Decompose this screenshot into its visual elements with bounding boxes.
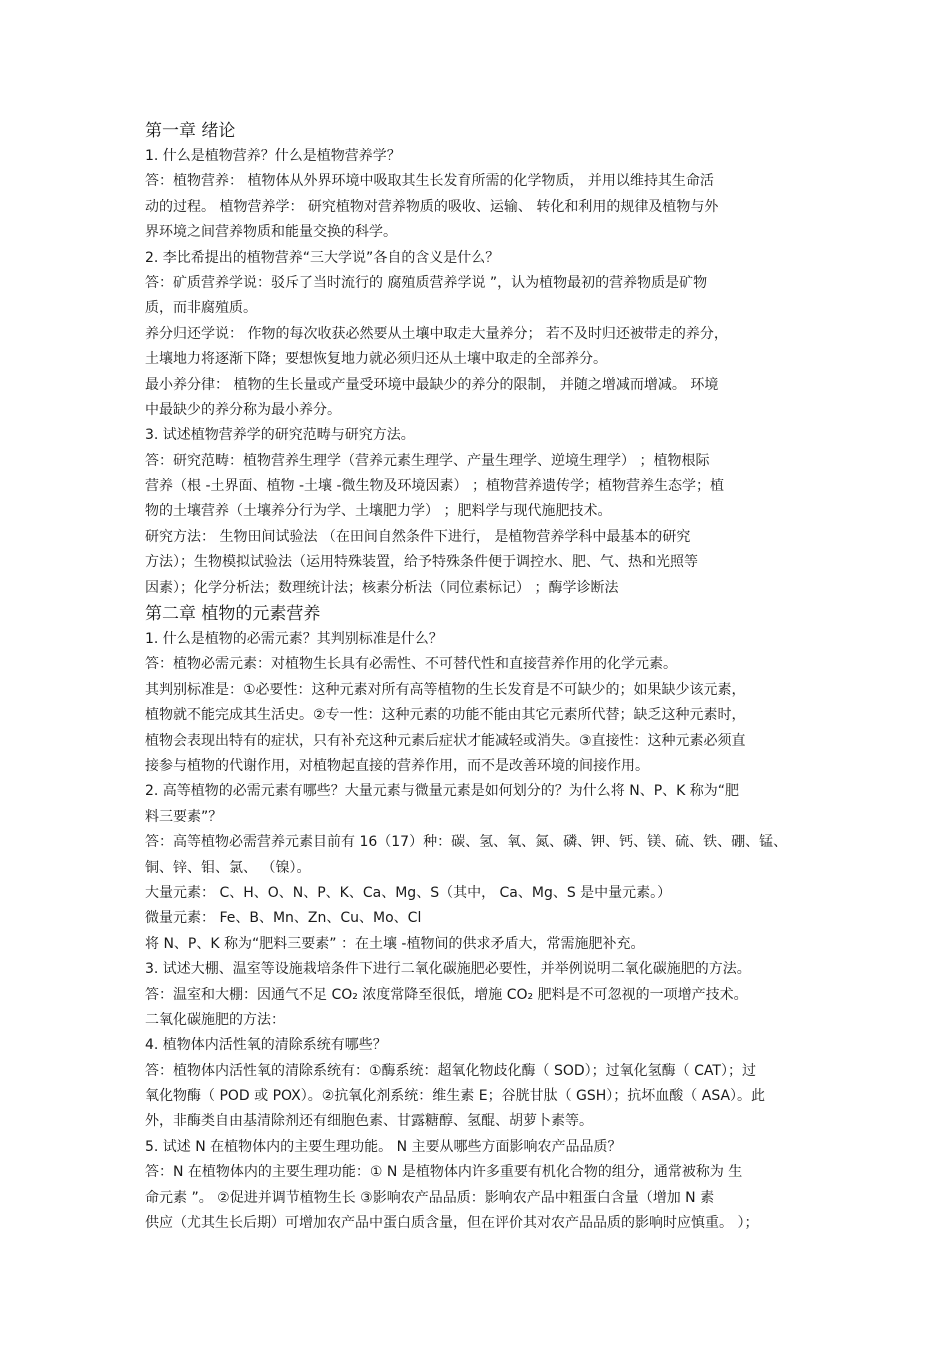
answer-line: 中最缺少的养分称为最小养分。 [145, 401, 341, 418]
answer-line: 土壤地力将逐渐下降；要想恢复地力就必须归还从土壤中取走的全部养分。 [145, 351, 607, 368]
answer-line: 植物就不能完成其生活史。②专一性：这种元素的功能不能由其它元素所代替；缺乏这种元素时， [145, 707, 746, 724]
answer-line: 命元素 ”。 ②促进并调节植物生长 ③影响农产品品质：影响农产品中粗蛋白含量（增加 N 素 [145, 1189, 715, 1206]
answer-line: 最小养分律： 植物的生长量或产量受环境中最缺少的养分的限制， 并随之增减而增减。 环境 [145, 376, 719, 393]
answer-line: 方法）；生物模拟试验法（运用特殊装置，给予特殊条件便于调控水、肥、气、热和光照等 [145, 554, 698, 571]
answer-line: 答：N 在植物体内的主要生理功能：① N 是植物体内许多重要有机化合物的组分，通常被称为 生 [145, 1164, 743, 1181]
answer-line: 答：植物体内活性氧的清除系统有：①酶系统：超氧化物歧化酶（ SOD）；过氧化氢酶（ CAT）；过 [145, 1062, 756, 1079]
document-body [145, 118, 865, 1236]
answer-line: 答：研究范畴：植物营养生理学（营养元素生理学、产量生理学、逆境生理学） ；植物根际 [145, 452, 710, 469]
question-line: 1. 什么是植物营养？什么是植物营养学？ [145, 148, 401, 164]
answer-line: 答：温室和大棚：因通气不足 CO₂ 浓度常降至很低，增施 CO₂ 肥料是不可忽视的一项增产技术。 [145, 986, 748, 1003]
answer-line: 料三要素”？ [145, 808, 223, 825]
answer-line: 其判别标准是：①必要性：这种元素对所有高等植物的生长发育是不可缺少的；如果缺少该元素， [145, 681, 746, 698]
answer-line: 研究方法： 生物田间试验法 （在田间自然条件下进行， 是植物营养学科中最基本的研究 [145, 528, 691, 545]
answer-line: 答：植物营养： 植物体从外界环境中吸取其生长发育所需的化学物质， 并用以维持其生命活 [145, 173, 714, 190]
answer-line: 质，而非腐殖质。 [145, 300, 257, 317]
answer-line: 外，非酶类自由基清除剂还有细胞色素、甘露糖醇、氢醌、胡萝卜素等。 [145, 1113, 593, 1130]
answer-line: 植物会表现出特有的症状，只有补充这种元素后症状才能减轻或消失。③直接性：这种元素必须直 [145, 732, 746, 749]
answer-line: 答：植物必需元素：对植物生长具有必需性、不可替代性和直接营养作用的化学元素。 [145, 656, 677, 673]
answer-line: 供应（尤其生长后期）可增加农产品中蛋白质含量，但在评价其对农产品品质的影响时应慎重。 ）； [145, 1215, 759, 1232]
chapter-heading: 第二章 植物的元素营养 [145, 604, 321, 625]
answer-line: 答：高等植物必需营养元素目前有 16（17）种：碳、氢、氧、氮、磷、钾、钙、镁、硫、铁、硼、锰、 [145, 834, 788, 851]
answer-line: 大量元素： C、H、O、N、P、K、Ca、Mg、S（其中， Ca、Mg、S 是中量元素。） [145, 884, 672, 901]
question-line: 2. 李比希提出的植物营养“三大学说”各自的含义是什么？ [145, 249, 500, 266]
answer-line: 因素）；化学分析法；数理统计法；核素分析法（同位素标记） ；酶学诊断法 [145, 579, 619, 596]
answer-line: 微量元素： Fe、B、Mn、Zn、Cu、Mo、Cl [145, 910, 422, 927]
chapter-heading: 第一章 绪论 [145, 121, 236, 141]
answer-line: 将 N、P、K 称为“肥料三要素” ：在土壤 -植物间的供求矛盾大，常需施肥补充。 [145, 935, 645, 952]
answer-line: 动的过程。 植物营养学： 研究植物对营养物质的吸收、运输、 转化和利用的规律及植物与外 [145, 198, 719, 215]
question-line: 3. 试述大棚、温室等设施栽培条件下进行二氧化碳施肥必要性，并举例说明二氧化碳施肥的方法。 [145, 961, 751, 978]
question-line: 3. 试述植物营养学的研究范畴与研究方法。 [145, 427, 415, 444]
question-line: 2. 高等植物的必需元素有哪些？大量元素与微量元素是如何划分的？为什么将 N、P、K 称为“肥 [145, 783, 740, 800]
question-line: 4. 植物体内活性氧的清除系统有哪些？ [145, 1037, 387, 1054]
answer-line: 答：矿质营养学说：驳斥了当时流行的 腐殖质营养学说 ”，认为植物最初的营养物质是矿物 [145, 274, 708, 291]
answer-line: 界环境之间营养物质和能量交换的科学。 [145, 224, 397, 241]
question-line: 5. 试述 N 在植物体内的主要生理功能。 N 主要从哪些方面影响农产品品质？ [145, 1138, 622, 1155]
answer-line: 二氧化碳施肥的方法： [145, 1011, 285, 1028]
answer-line: 铜、锌、钼、氯、 （镍）。 [145, 859, 311, 876]
answer-line: 养分归还学说： 作物的每次收获必然要从土壤中取走大量养分； 若不及时归还被带走的养分， [145, 325, 728, 342]
question-line: 1. 什么是植物的必需元素？其判别标准是什么？ [145, 631, 443, 648]
answer-line: 物的土壤营养（土壤养分行为学、土壤肥力学） ；肥料学与现代施肥技术。 [145, 503, 612, 520]
answer-line: 营养（根 -土界面、植物 -土壤 -微生物及环境因素） ；植物营养遗传学；植物营养生态学；植 [145, 478, 724, 495]
answer-line: 接参与植物的代谢作用，对植物起直接的营养作用，而不是改善环境的间接作用。 [145, 757, 649, 774]
answer-line: 氧化物酶（ POD 或 POX）。②抗氧化剂系统：维生素 E；谷胱甘肽（ GSH）；抗坏血酸（ ASA）。此 [145, 1088, 766, 1105]
